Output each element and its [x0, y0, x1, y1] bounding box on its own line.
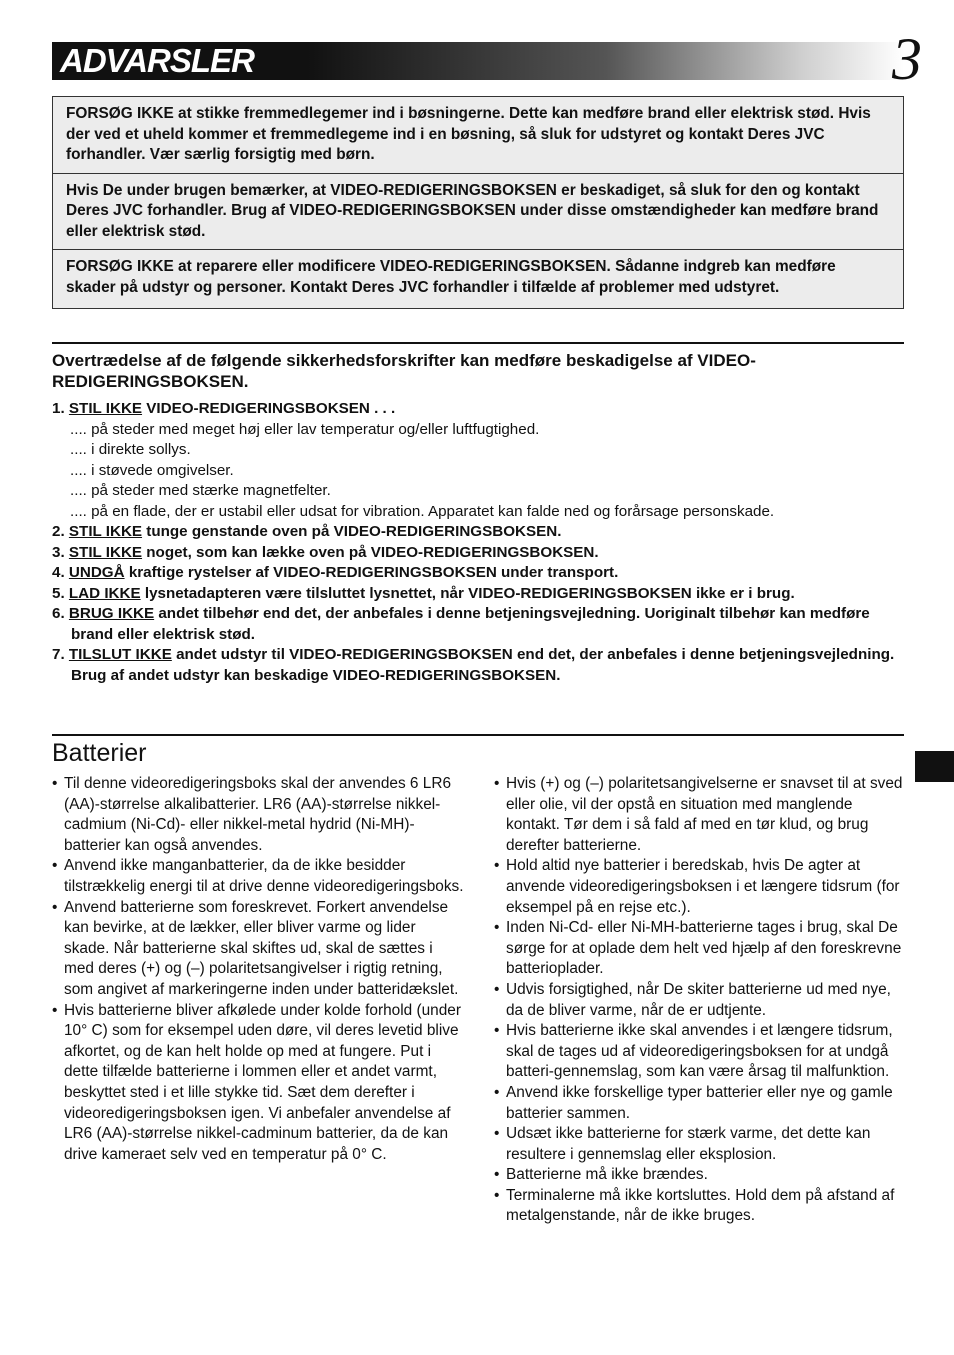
battery-bullet: • Anvend ikke forskellige typer batterier eller nye og gamle batterier sammen.: [494, 1083, 906, 1124]
battery-bullet: • Udsæt ikke batterierne for stærk varme, det dette kan resultere i gennemslag eller eksplosion.: [494, 1124, 906, 1165]
item-text: lysnetadapteren være tilsluttet lysnettet, når VIDEO-REDIGERINGSBOKSEN ikke er i brug.: [140, 584, 795, 602]
item-keyword: STIL IKKE: [68, 400, 143, 417]
battery-bullet: • Hvis batterierne bliver afkølede under kolde forhold (under 10° C) som for eksempel uden døre, vil deres levetid blive afkortet, og de kan helt holde op med at fungere. Put i dette tilfælde batterierne i lommen eller et andet varmt, beskyttet sted i et lille stykke tid. Sæt dem derefter i videoredigeringsboksen igen. Vi anbefaler anvendelse af LR6 (AA)-størrelse nikkel-cadminum batterier, da de kan drive kameraet selv ved en temperatur på 0° C.: [52, 1001, 464, 1166]
precautions-list: [52, 399, 904, 686]
battery-bullet: • Til denne videoredigeringsboks skal der anvendes 6 LR6 (AA)-størrelse alkalibatterier. LR6 (AA)-størrelse nikkel-cadmium (Ni-Cd)- eller nikkel-metal hydrid (Ni-MH)-batterier kan også anvendes.: [52, 774, 464, 856]
item-text: kraftige rystelser af VIDEO-REDIGERINGSBOKSEN under transport.: [124, 564, 619, 581]
warning-box: [52, 96, 904, 309]
item-number: 5.: [52, 584, 65, 602]
precautions-section: [52, 350, 904, 686]
section-header-bar: [52, 42, 904, 80]
precaution-item: [52, 522, 904, 543]
battery-bullet: • Hvis batterierne ikke skal anvendes i et længere tidsrum, skal de tages ud af videoredigeringsboksen for at undgå batteri-gennemslag, som kan være årsag til malfunktion.: [494, 1021, 906, 1083]
divider-rule: [52, 734, 904, 736]
precaution-item: [52, 604, 904, 645]
precaution-item: [52, 584, 904, 605]
precaution-sub-item: .... på steder med stærke magnetfelter.: [70, 482, 331, 499]
battery-bullet: • Batterierne må ikke brændes.: [494, 1165, 906, 1186]
battery-bullet: • Anvend batterierne som foreskrevet. Forkert anvendelse kan bevirke, at de lækker, eller bliver varme og lider skade. Når batterierne skal skiftes ud, skal de sættes i med deres (+) og (–) polaritetsangivelser i rigtig retning, som angivet af markeringerne inden under batteridækslet.: [52, 898, 464, 1001]
item-keyword: UNDGÅ: [68, 564, 125, 581]
item-keyword: STIL IKKE: [68, 543, 143, 561]
battery-bullet: • Terminalerne må ikke kortsluttes. Hold dem på afstand af metalgenstande, når de ikke bruges.: [494, 1186, 906, 1227]
battery-bullet: • Hold altid nye batterier i beredskab, hvis De agter at anvende videoredigeringsboksen i et længere tidsrum (for eksempel på en rejse etc.).: [494, 856, 906, 918]
precautions-intro: Overtrædelse af de følgende sikkerhedsforskrifter kan medføre beskadigelse af VIDEO-REDIGERINGSBOKSEN.: [52, 351, 756, 391]
item-keyword: BRUG IKKE: [68, 605, 155, 622]
precaution-sub-item: .... i støvede omgivelser.: [70, 461, 234, 479]
item-number: 6.: [52, 605, 65, 622]
item-number: 4.: [52, 564, 65, 581]
precaution-sub-item: .... i direkte sollys.: [70, 441, 191, 458]
precaution-sub-item: .... på en flade, der er ustabil eller udsat for vibration. Apparatet kan falde ned og forårsage personskade.: [70, 502, 775, 520]
item-keyword: STIL IKKE: [68, 523, 143, 540]
page-number: 3: [892, 26, 922, 92]
item-number: 7.: [52, 646, 65, 663]
precaution-item: [52, 563, 904, 584]
item-keyword: TILSLUT IKKE: [68, 646, 172, 663]
item-text: tunge genstande oven på VIDEO-REDIGERINGSBOKSEN.: [142, 523, 562, 540]
batteries-left-column: [52, 774, 464, 1165]
item-text: andet udstyr til VIDEO-REDIGERINGSBOKSEN end det, der anbefales i denne betjeningsvejledning. Brug af andet udstyr kan beskadige VIDEO-REDIGERINGSBOKSEN.: [71, 646, 895, 684]
battery-bullet: • Inden Ni-Cd- eller Ni-MH-batterierne tages i brug, skal De sørge for at oplade dem helt ved hjælp af den foreskrevne batterioplader.: [494, 918, 906, 980]
item-number: 1.: [52, 400, 65, 417]
warning-item: FORSØG IKKE at reparere eller modificere VIDEO-REDIGERINGSBOKSEN. Sådanne indgreb kan medføre skader på udstyr og personer. Kontakt Deres JVC forhandler i tilfælde af problemer med udstyret.: [66, 258, 836, 296]
battery-bullet: • Hvis (+) og (–) polaritetsangivelserne er snavset til at sved eller olie, vil der opstå en situation med manglende kontakt. Tør dem i så fald af med en tør klud, og brug derefter batterierne.: [494, 774, 906, 856]
warning-item: FORSØG IKKE at stikke fremmedlegemer ind i bøsningerne. Dette kan medføre brand eller elektrisk stød. Hvis der ved et uheld kommer et fremmedlegeme ind i en bøsning, så sluk for udstyret og kontakt Deres JVC forhandler. Vær særlig forsigtig med børn.: [53, 97, 903, 174]
battery-bullet: • Anvend ikke manganbatterier, da de ikke besidder tilstrækkelig energi til at drive denne videoredigeringsboks.: [52, 856, 464, 897]
item-text: VIDEO-REDIGERINGSBOKSEN . . .: [142, 400, 396, 417]
batteries-heading: Batterier: [52, 739, 147, 767]
batteries-right-column: [494, 774, 906, 1227]
precaution-item: [52, 543, 904, 564]
precaution-item: [52, 399, 904, 420]
battery-bullet: • Udvis forsigtighed, når De skiter batterierne ud med nye, da de bliver varme, når de er udtjente.: [494, 980, 906, 1021]
side-tab-marker: [915, 751, 954, 782]
item-number: 2.: [52, 523, 65, 540]
item-number: 3.: [52, 543, 65, 561]
divider-rule: [52, 342, 904, 344]
precaution-item: [52, 645, 904, 686]
precaution-sub-item: .... på steder med meget høj eller lav temperatur og/eller luftfugtighed.: [70, 420, 540, 438]
warning-item: Hvis De under brugen bemærker, at VIDEO-REDIGERINGSBOKSEN er beskadiget, så sluk for den og kontakt Deres JVC forhandler. Brug af VIDEO-REDIGERINGSBOKSEN under disse omstændigheder kan medføre brand eller elektrisk stød.: [53, 174, 903, 251]
item-text: noget, som kan lække oven på VIDEO-REDIGERINGSBOKSEN.: [142, 543, 599, 561]
item-keyword: LAD IKKE: [68, 584, 141, 602]
item-text: andet tilbehør end det, der anbefales i denne betjeningsvejledning. Uoriginalt tilbehør kan medføre brand eller elektrisk stød.: [71, 605, 870, 643]
section-title: ADVARSLER: [60, 42, 254, 79]
